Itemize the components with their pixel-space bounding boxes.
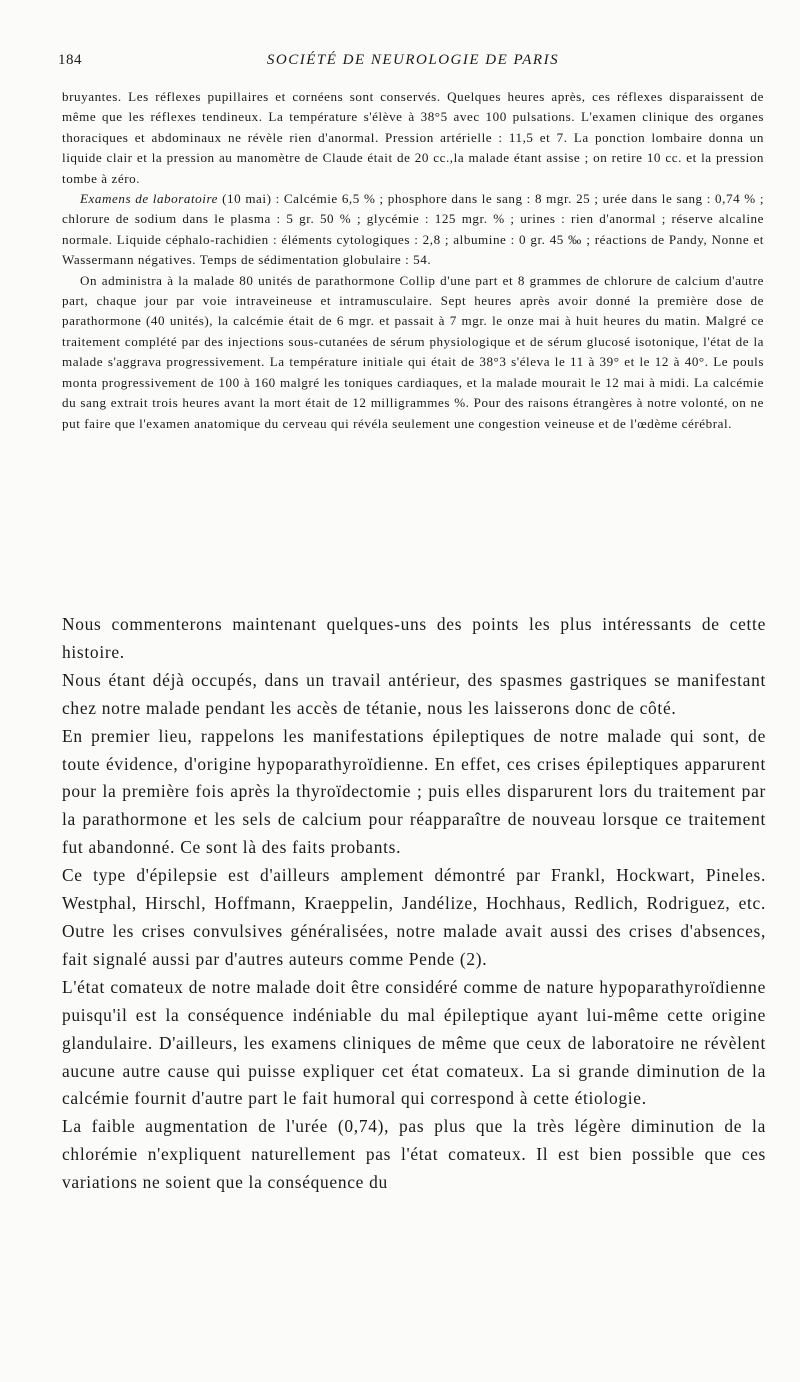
case-report-block <box>62 87 764 434</box>
paragraph: En premier lieu, rappelons les manifestations épileptiques de notre malade qui sont, de toute évidence, d'origine hypoparathyroïdienne. En effet, ces crises épileptiques apparurent pour la première fois après la thyroïdectomie ; puis elles disparurent lors du traitement par la parathormone et les sels de calcium pour réapparaître de nouveau lorsque ce traitement fut abandonné. Ce sont là des faits probants. <box>62 725 766 858</box>
page-number: 184 <box>58 52 82 68</box>
paragraph: bruyantes. Les réflexes pupillaires et cornéens sont conservés. Quelques heures après, ces réflexes disparaissent de même que les réflexes tendineux. La température s'élève à 38°5 avec 100 pulsations. L'examen clinique des organes thoraciques et abdominaux ne révèle rien d'anormal. Pression artérielle : 11,5 et 7. La ponction lombaire donna un liquide clair et la pression au manomètre de Claude était de 20 cc.,la malade étant assise ; on retire 10 cc. et la pression tombe à zéro. <box>62 89 764 186</box>
paragraph-text: (10 mai) : Calcémie 6,5 % ; phosphore dans le sang : 8 mgr. 25 ; urée dans le sang : 0,74 % ; chlorure de sodium dans le plasma : 5 gr. 50 % ; glycémie : 125 mgr. % ; urines : rien d'anormal ; réserve alcaline normale. Liquide céphalo-rachidien : éléments cytologiques : 2,8 ; albumine : 0 gr. 45 ‰ ; réactions de Pandy, Nonne et Wassermann négatives. Temps de sédimentation globulaire : 54. <box>62 191 765 268</box>
paragraph: L'état comateux de notre malade doit être considéré comme de nature hypoparathyroïdienne puisqu'il est la conséquence indéniable du mal épileptique ayant lui-même cette origine glandulaire. D'ailleurs, les examens cliniques de même que ceux de laboratoire ne révèlent aucune autre cause qui puisse expliquer cet état comateux. La si grande diminution de la calcémie fournit d'autre part le fait humoral qui correspond à cette étiologie. <box>62 976 766 1109</box>
page-header <box>58 52 768 76</box>
paragraph: Nous commenterons maintenant quelques-uns des points les plus intéressants de cette histoire. <box>62 614 766 662</box>
running-title: SOCIÉTÉ DE NEUROLOGIE DE PARIS <box>266 52 560 68</box>
italic-lead: Examens de laboratoire <box>80 191 218 207</box>
paragraph: Ce type d'épilepsie est d'ailleurs amplement démontré par Frankl, Hockwart, Pineles. Westphal, Hirschl, Hoffmann, Kraeppelin, Jandélize, Hochhaus, Redlich, Rodriguez, etc. Outre les crises convulsives généralisées, notre malade avait aussi des crises d'absences, fait signalé aussi par d'autres auteurs comme Pende (2). <box>62 865 766 969</box>
commentary-block <box>62 611 766 1197</box>
paragraph-lab-exams <box>62 189 764 271</box>
paragraph: La faible augmentation de l'urée (0,74), pas plus que la très légère diminution de la chlorémie n'expliquent naturellement pas l'état comateux. Il est bien possible que ces variations ne soient que la conséquence du <box>62 1116 766 1193</box>
paragraph: Nous étant déjà occupés, dans un travail antérieur, des spasmes gastriques se manifestant chez notre malade pendant les accès de tétanie, nous les laisserons donc de côté. <box>62 669 766 718</box>
paragraph: On administra à la malade 80 unités de parathormone Collip d'une part et 8 grammes de chlorure de calcium d'autre part, chaque jour par voie intraveineuse et intramusculaire. Sept heures après avoir donné la première dose de parathormone (40 unités), la calcémie était de 6 mgr. et passait à 7 mgr. le onze mai à huit heures du matin. Malgré ce traitement complété par des injections sous-cutanées de sérum physiologique et de sérum glucosé isotonique, l'état de la malade s'aggrava progressivement. La température initiale qui était de 38°3 s'éleva le 11 à 39° et le 12 à 40°. Le pouls monta progressivement de 100 à 160 malgré les toniques cardiaques, et la malade mourait le 12 mai à midi. La calcémie du sang extrait trois heures avant la mort était de 12 milligrammes %. Pour des raisons étrangères à notre volonté, on ne put faire que l'examen anatomique du cerveau qui révéla seulement une congestion veineuse et de l'œdème cérébral. <box>62 272 764 431</box>
